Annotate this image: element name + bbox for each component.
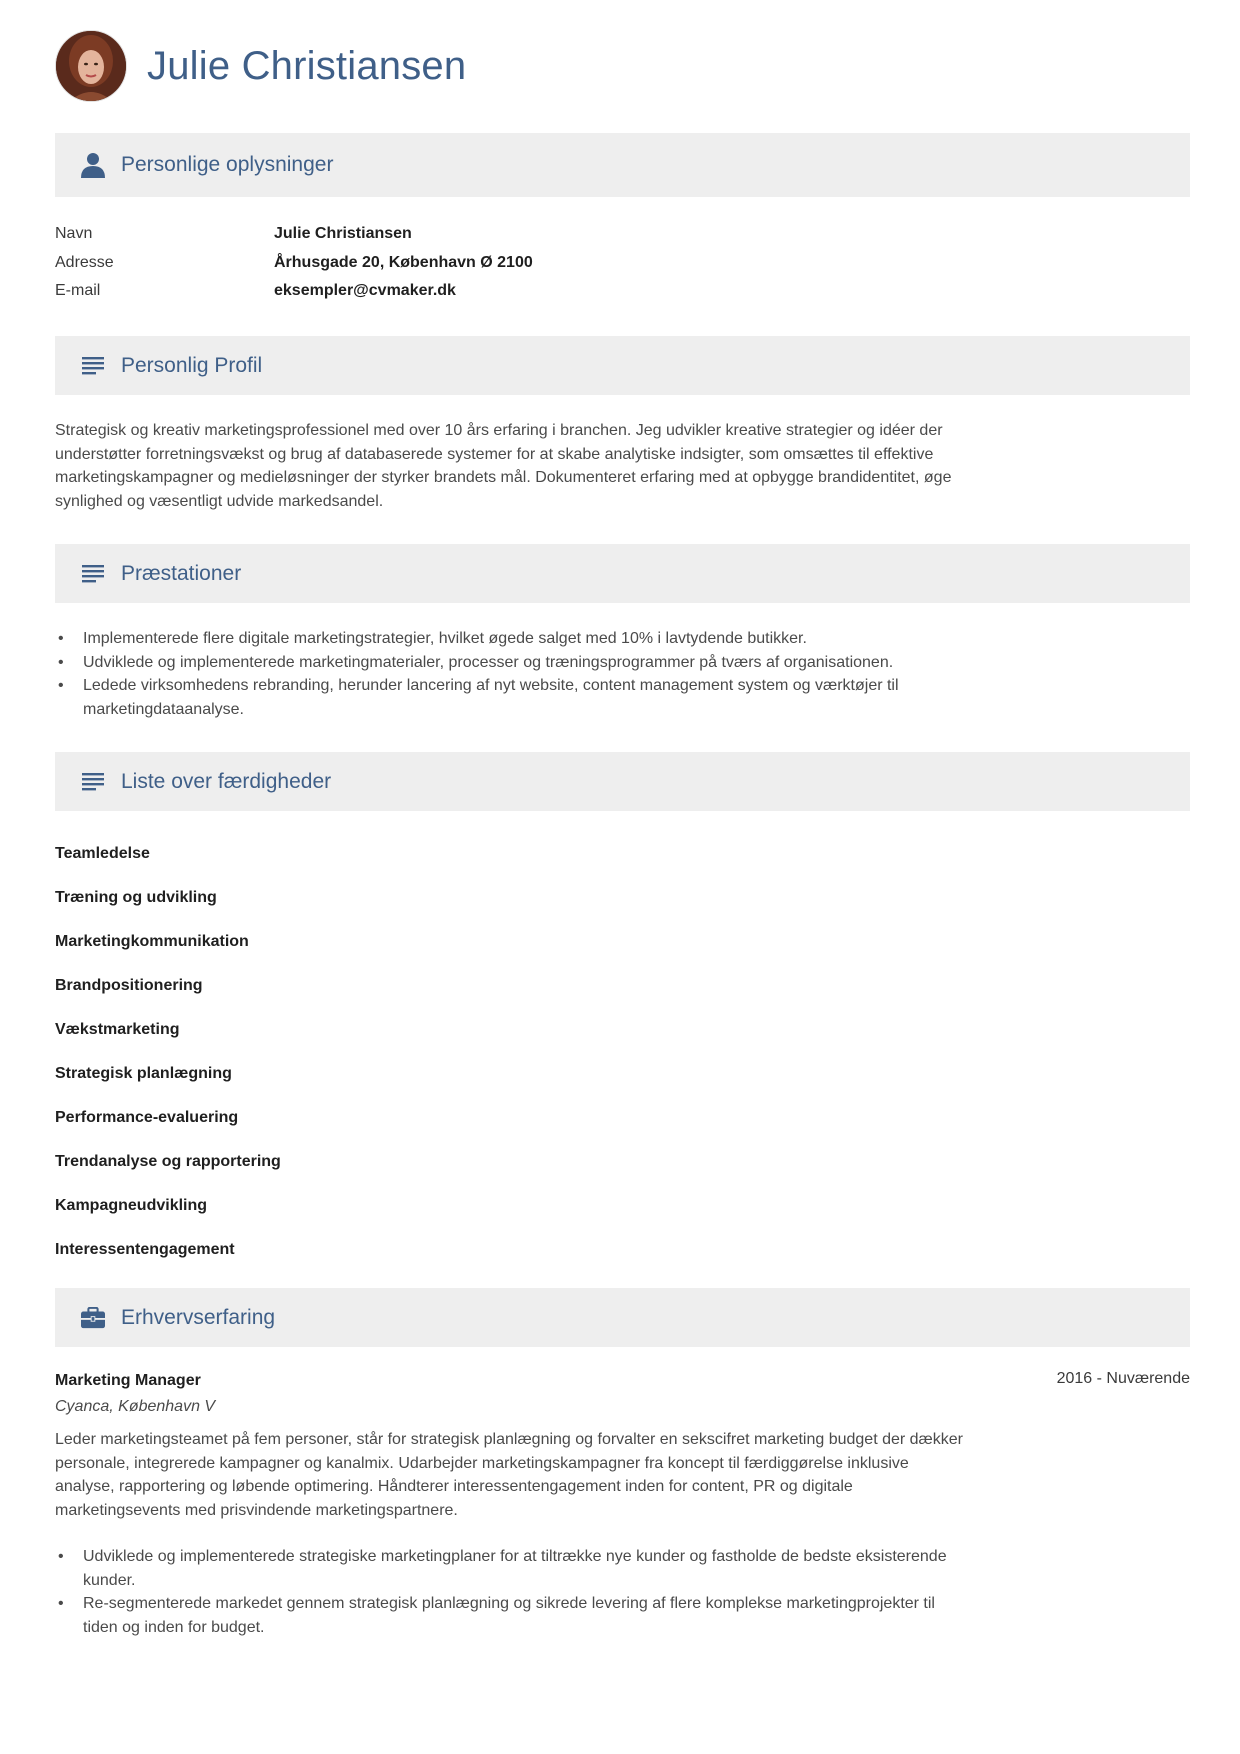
personal-value: eksempler@cvmaker.dk bbox=[274, 282, 456, 300]
briefcase-icon bbox=[81, 1306, 105, 1330]
list-item bbox=[55, 1592, 995, 1639]
personal-label: Navn bbox=[55, 225, 93, 243]
personal-row-address bbox=[55, 249, 533, 278]
person-icon bbox=[81, 153, 105, 177]
skills-list bbox=[55, 832, 281, 1272]
section-title-profile: Personlig Profil bbox=[121, 353, 263, 377]
section-header-profile bbox=[55, 336, 1190, 395]
job-description-line: analyse, rapportering og løbende optimering. Håndterer interessentengagement inden for content, PR og digitale bbox=[55, 1478, 853, 1495]
profile-line: marketingskampagner og medieløsninger der styrker brandets mål. Dokumenteret erfaring med at opbygge brandidentitet, øge bbox=[55, 469, 952, 486]
profile-line: Strategisk og kreativ marketingsprofessionel med over 10 års erfaring i branchen. Jeg udvikler kreative strategier og idéer der bbox=[55, 422, 943, 439]
skill-item: Træning og udvikling bbox=[55, 889, 217, 906]
profile-text bbox=[55, 419, 995, 513]
list-item-line: kunder. bbox=[83, 1571, 136, 1589]
section-header-skills bbox=[55, 752, 1190, 811]
job-description bbox=[55, 1428, 995, 1522]
personal-value: Århusgade 20, København Ø 2100 bbox=[274, 253, 533, 271]
list-item-line: • Udviklede og implementerede marketingmaterialer, processer og træningsprogrammer på tværs af organisationen. bbox=[83, 653, 894, 671]
resume-header bbox=[55, 30, 466, 102]
skill-item: Strategisk planlægning bbox=[55, 1065, 232, 1082]
job-bullets bbox=[55, 1545, 995, 1639]
section-title-personal: Personlige oplysninger bbox=[121, 153, 334, 176]
job-company: Cyanca, København V bbox=[55, 1398, 216, 1415]
skill-item: Trendanalyse og rapportering bbox=[55, 1153, 281, 1170]
list-item bbox=[55, 674, 995, 721]
skill-item: Performance-evaluering bbox=[55, 1109, 239, 1126]
list-item-line: • Ledede virksomhedens rebranding, herunder lancering af nyt website, content management system og værktøjer til bbox=[83, 677, 899, 694]
list-item-line: tiden og inden for budget. bbox=[83, 1618, 265, 1636]
text-lines-icon bbox=[81, 354, 105, 378]
job-description-line: personale, integrerede kampagner og kanalmix. Udarbejder marketingskampagner fra koncept til færdiggørelse inklusive bbox=[55, 1454, 909, 1472]
job-title: Marketing Manager bbox=[55, 1372, 201, 1389]
personal-row-email bbox=[55, 277, 533, 306]
personal-label: Adresse bbox=[55, 253, 114, 271]
list-item bbox=[55, 651, 995, 675]
list-item-line: • Re-segmenterede markedet gennem strategisk planlægning og sikrede levering af flere komplekse marketingprojekter til bbox=[83, 1595, 935, 1612]
profile-line: understøtter forretningsvækst og brug af databaserede systemer for at skabe analytiske indsigter, som omsættes til effektive bbox=[55, 445, 934, 463]
list-item bbox=[55, 1545, 995, 1592]
personal-label: E-mail bbox=[55, 282, 101, 300]
list-item-line: • Udviklede og implementerede strategiske marketingplaner for at tiltrække nye kunder og fastholde de bedste eksisterende bbox=[83, 1548, 947, 1565]
job-date: 2016 - Nuværende bbox=[1056, 1370, 1190, 1387]
skill-item: Marketingkommunikation bbox=[55, 933, 249, 950]
resume-name: Julie Christiansen bbox=[147, 43, 467, 88]
skill-item: Interessentengagement bbox=[55, 1241, 235, 1258]
job-description-line: marketingsevents med prisvindende marketingspartnere. bbox=[55, 1501, 458, 1519]
section-header-achievements bbox=[55, 544, 1190, 603]
avatar bbox=[55, 30, 127, 102]
skill-item: Brandpositionering bbox=[55, 977, 203, 994]
section-title-skills: Liste over færdigheder bbox=[121, 769, 332, 793]
skill-item: Vækstmarketing bbox=[55, 1021, 180, 1038]
section-header-experience bbox=[55, 1288, 1190, 1347]
avatar-portrait-icon bbox=[56, 31, 126, 101]
personal-info-table bbox=[55, 220, 533, 306]
section-header-personal bbox=[55, 133, 1190, 197]
section-title-experience: Erhvervserfaring bbox=[121, 1305, 276, 1329]
text-lines-icon bbox=[81, 562, 105, 586]
profile-line: synlighed og væsentligt udvide markedsandel. bbox=[55, 492, 384, 510]
personal-value: Julie Christiansen bbox=[274, 225, 412, 243]
skill-item: Kampagneudvikling bbox=[55, 1197, 208, 1214]
section-title-achievements: Præstationer bbox=[121, 561, 242, 585]
skill-item: Teamledelse bbox=[55, 845, 150, 862]
personal-row-name bbox=[55, 220, 533, 249]
text-lines-icon bbox=[81, 770, 105, 794]
list-item-line: • Implementerede flere digitale marketingstrategier, hvilket øgede salget med 10% i lavtydende butikker. bbox=[83, 630, 807, 647]
achievements-list bbox=[55, 627, 995, 721]
job-description-line: Leder marketingsteamet på fem personer, står for strategisk planlægning og forvalter en sekscifret marketing budget der dækker bbox=[55, 1431, 964, 1448]
list-item-line: marketingdataanalyse. bbox=[83, 700, 244, 718]
list-item bbox=[55, 627, 995, 651]
